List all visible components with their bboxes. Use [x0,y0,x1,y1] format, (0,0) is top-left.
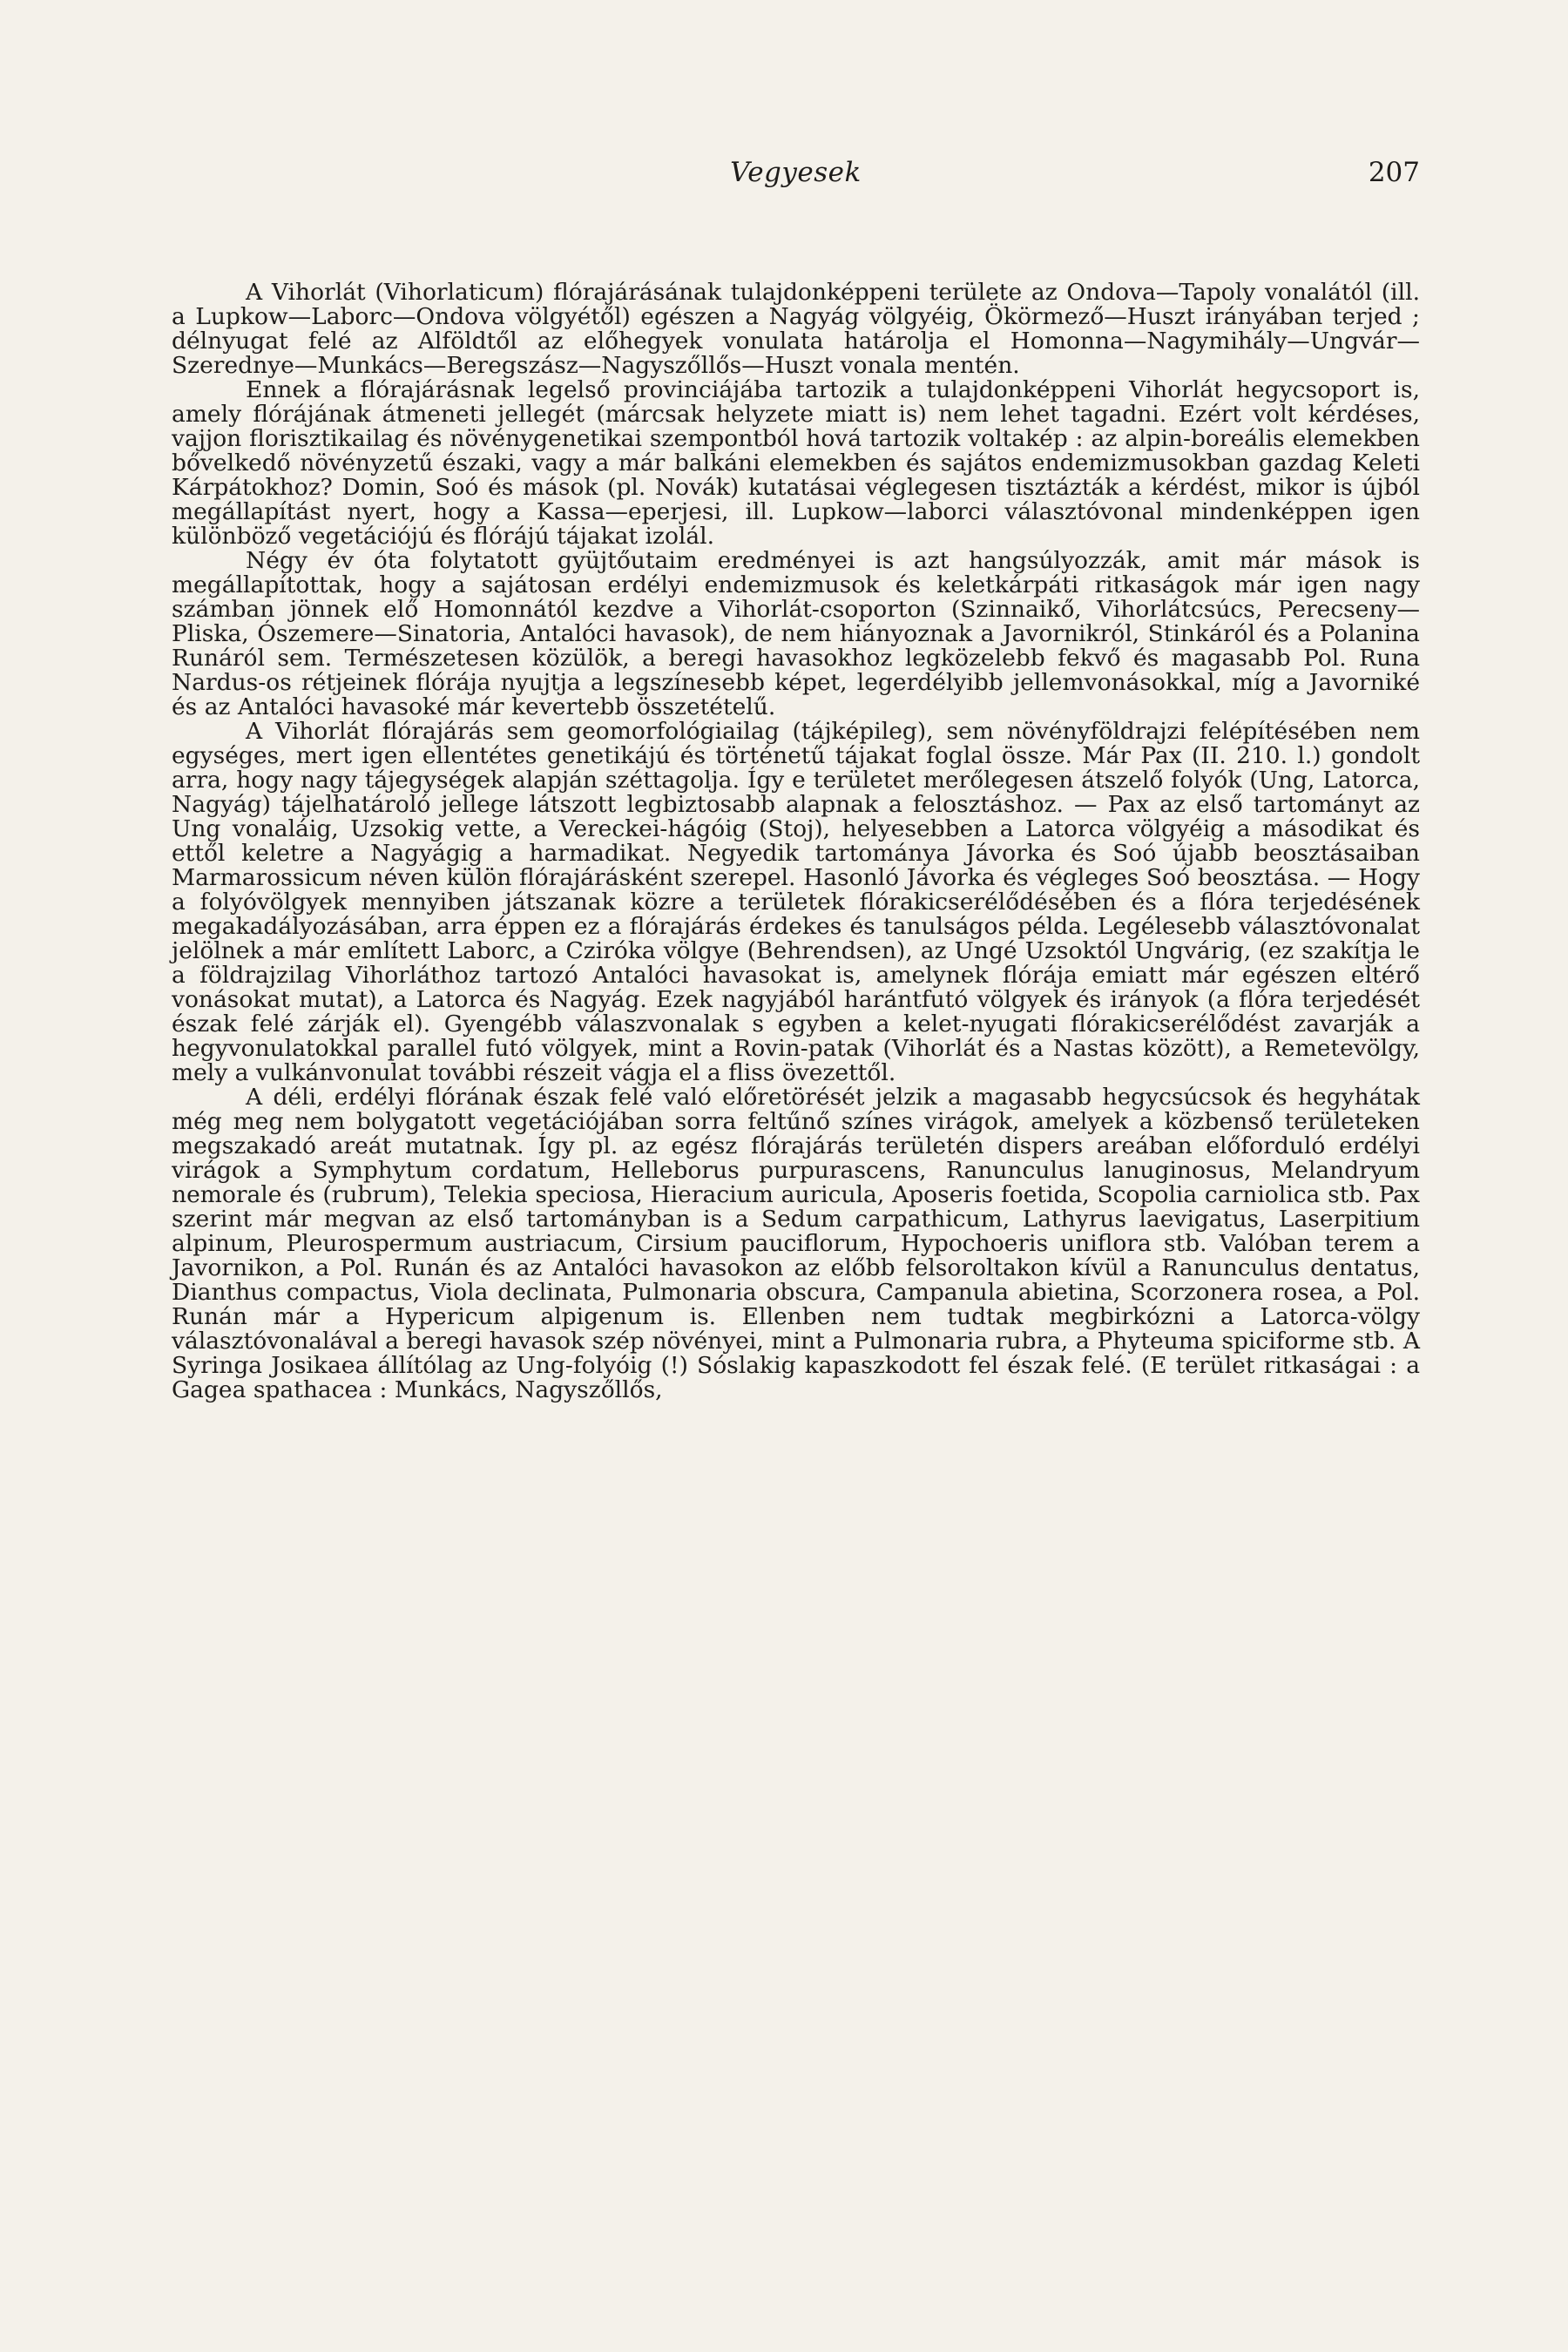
paragraph-1: A Vihorlát (Vihorlaticum) flórajárásának tulajdonképpeni területe az Ondova—Tapoly vonalától (ill. a Lupkow—Laborc—Ondova völgyétől) egészen a Nagyág völgyéig, Ökörmező—Huszt irányában terjed ; délnyugat felé az Alföldtől az előhegyek vonulata határolja el Homonna—Nagymihály—Ungvár—Szerednye—Munkács—Beregszász—Nagyszőllős—Huszt vonala mentén. [172,279,1420,379]
body-text [172,280,1420,1402]
paragraph-3: Négy év óta folytatott gyüjtőutaim eredményei is azt hangsúlyozzák, amit már mások is megállapítottak, hogy a sajátosan erdélyi endemizmusok és keletkárpáti ritkaságok már igen nagy számban jönnek elő Homonnától kezdve a Vihorlát-csoporton (Szinnaikő, Vihorlátcsúcs, Perecseny—Pliska, Ószemere—Sinatoria, Antalóci havasok), de nem hiányoznak a Javornikról, Stinkáról és a Polanina Runáról sem. Természetesen közülök, a beregi havasokhoz legközelebb fekvő és magasabb Pol. Runa Nardus-os rétjeinek flórája nyujtja a legszínesebb képet, legerdélyibb jellemvonásokkal, míg a Javorniké és az Antalóci havasoké már kevertebb összetételű. [172,547,1420,720]
running-header [172,157,1420,200]
paragraph-5: A déli, erdélyi flórának észak felé való előretörését jelzik a magasabb hegycsúcsok és hegyhátak még meg nem bolygatott vegetációjában sorra feltűnő színes virágok, amelyek a közbenső területeken megszakadó areát mutatnak. Így pl. az egész flórajárás területén dispers areában előforduló erdélyi virágok a Symphytum cordatum, Helleborus purpurascens, Ranunculus lanuginosus, Melandryum nemorale és (rubrum), Telekia speciosa, Hieracium auricula, Aposeris foetida, Scopolia carniolica stb. Pax szerint már megvan az első tartományban is a Sedum carpathicum, Lathyrus laevigatus, Laserpitium alpinum, Pleurospermum austriacum, Cirsium pauciflorum, Hypochoeris uniflora stb. Valóban terem a Javornikon, a Pol. Runán és az Antalóci havasokon az előbb felsoroltakon kívül a Ranunculus dentatus, Dianthus compactus, Viola declinata, Pulmonaria obscura, Campanula abietina, Scorzonera rosea, a Pol. Runán már a Hypericum alpigenum is. Ellenben nem tudtak megbirkózni a Latorca-völgy választóvonalával a beregi havasok szép növényei, mint a Pulmonaria rubra, a Phyteuma spiciforme stb. A Syringa Josikaea állítólag az Ung-folyóig (!) Sóslakig kapaszkodott fel észak felé. (E terület ritkaságai : a Gagea spathacea : Munkács, Nagyszőllős, [172,1084,1420,1403]
page-number: 207 [1368,157,1420,188]
paragraph-4: A Vihorlát flórajárás sem geomorfológiailag (tájképileg), sem növényföldrajzi felépítésében nem egységes, mert igen ellentétes genetikájú és történetű tájakat foglal össze. Már Pax (II. 210. l.) gondolt arra, hogy nagy tájegységek alapján széttagolja. Így e területet merőlegesen átszelő folyók (Ung, Latorca, Nagyág) tájelhatároló jellege látszott legbiztosabb alapnak a felosztáshoz. — Pax az első tartományt az Ung vonaláig, Uzsokig vette, a Vereckei-hágóig (Stoj), helyesebben a Latorca völgyéig a másodikat és ettől keletre a Nagyágig a harmadikat. Negyedik tartománya Jávorka és Soó újabb beosztásaiban Marmarossicum néven külön flórajárásként szerepel. Hasonló Jávorka és végleges Soó beosztása. — Hogy a folyóvölgyek mennyiben játszanak közre a területek flórakicserélődésében és a flóra terjedésének megakadályozásában, arra éppen ez a flórajárás érdekes és tanulságos példa. Legélesebb választóvonalat jelölnek a már említett Laborc, a Cziróka völgye (Behrendsen), az Ungé Uzsoktól Ungvárig, (ez szakítja le a földrajzilag Vihorláthoz tartozó Antalóci havasokat is, amelynek flórája emiatt már egészen eltérő vonásokat mutat), a Latorca és Nagyág. Ezek nagyjából harántfutó völgyek és irányok (a flóra terjedését észak felé zárják el). Gyengébb válaszvonalak s egyben a kelet-nyugati flórakicserélődést zavarják a hegyvonulatokkal parallel futó völgyek, mint a Rovin-patak (Vihorlát és a Nastas között), a Remetevölgy, mely a vulkánvonulat további részeit vágja el a fliss övezettől. [172,718,1420,1086]
paragraph-2: Ennek a flórajárásnak legelső provinciájába tartozik a tulajdonképpeni Vihorlát hegycsoport is, amely flórájának átmeneti jellegét (márcsak helyzete miatt is) nem lehet tagadni. Ezért volt kérdéses, vajjon florisztikailag és növénygenetikai szempontból hová tartozik voltakép : az alpin-boreális elemekben bővelkedő növényzetű északi, vagy a már balkáni elemekben és sajátos endemizmusokban gazdag Keleti Kárpátokhoz? Domin, Soó és mások (pl. Novák) kutatásai véglegesen tisztázták a kérdést, mikor is újból megállapítást nyert, hogy a Kassa—eperjesi, ill. Lupkow—laborci választóvonal mindenképpen igen különböző vegetációjú és flórájú tájakat izolál. [172,376,1420,550]
section-title: Vegyesek [730,157,862,188]
